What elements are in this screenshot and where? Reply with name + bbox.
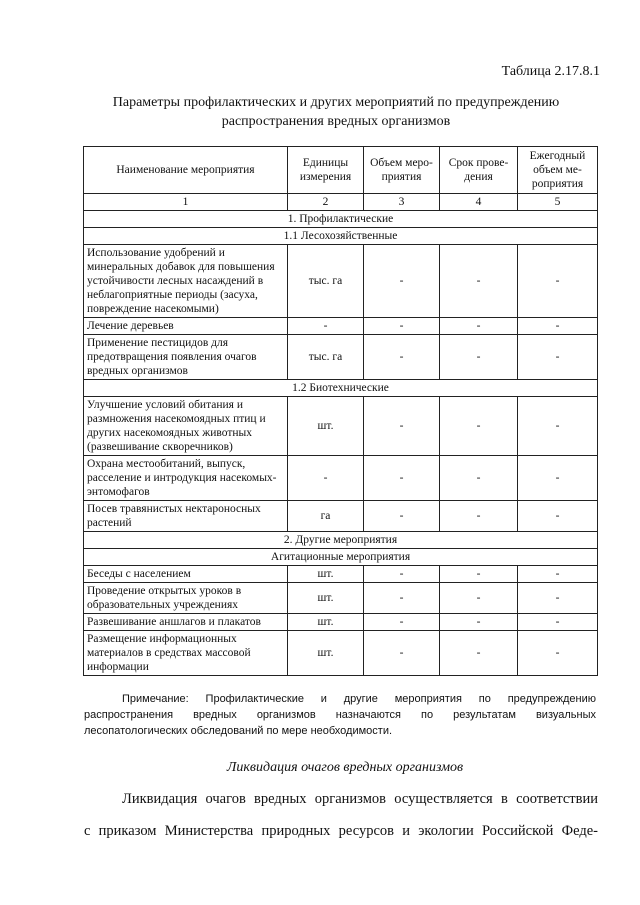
header-volume: Объем меро-приятия	[364, 147, 440, 194]
measure-volume: -	[364, 566, 440, 583]
table-row	[84, 397, 598, 456]
column-number: 2	[288, 194, 364, 211]
header-unit: Единицы измерения	[288, 147, 364, 194]
measure-term: -	[440, 335, 518, 380]
measure-unit: -	[288, 318, 364, 335]
table-row	[84, 456, 598, 501]
body-line-1: Ликвидация очагов вредных организмов осуществляется в соответствии	[122, 791, 598, 807]
measure-volume: -	[364, 631, 440, 676]
table-row	[84, 614, 598, 631]
section-title: 2. Другие мероприятия	[84, 532, 598, 549]
measure-unit: шт.	[288, 566, 364, 583]
measure-name: Охрана местообитаний, выпуск, расселение и интродукция насекомых-энтомофагов	[84, 456, 288, 501]
measure-term: -	[440, 614, 518, 631]
body-paragraph	[84, 783, 598, 847]
measure-annual: -	[518, 501, 598, 532]
measures-table	[83, 146, 598, 676]
measure-volume: -	[364, 614, 440, 631]
header-term: Срок прове-дения	[440, 147, 518, 194]
measure-term: -	[440, 566, 518, 583]
table-title	[84, 93, 588, 131]
measure-name: Беседы с населением	[84, 566, 288, 583]
section-row	[84, 532, 598, 549]
table-row	[84, 318, 598, 335]
measure-unit: тыс. га	[288, 335, 364, 380]
measure-volume: -	[364, 456, 440, 501]
measure-term: -	[440, 631, 518, 676]
measure-term: -	[440, 245, 518, 318]
measure-unit: шт.	[288, 397, 364, 456]
measure-unit: -	[288, 456, 364, 501]
measure-annual: -	[518, 566, 598, 583]
table-row	[84, 245, 598, 318]
measure-term: -	[440, 318, 518, 335]
column-number-row	[84, 194, 598, 211]
table-row	[84, 501, 598, 532]
measure-term: -	[440, 456, 518, 501]
measure-annual: -	[518, 318, 598, 335]
measure-name: Улучшение условий обитания и размножения насекомоядных птиц и других насекомоядных животных (развешивание скворечников)	[84, 397, 288, 456]
measure-volume: -	[364, 318, 440, 335]
measure-name: Применение пестицидов для предотвращения появления очагов вредных организмов	[84, 335, 288, 380]
measure-unit: шт.	[288, 631, 364, 676]
column-number: 1	[84, 194, 288, 211]
measure-volume: -	[364, 397, 440, 456]
measure-unit: шт.	[288, 614, 364, 631]
body-line-2: с приказом Министерства природных ресурсов и экологии Российской Феде-	[84, 823, 598, 839]
measure-name: Развешивание аншлагов и плакатов	[84, 614, 288, 631]
measure-name: Использование удобрений и минеральных добавок для повышения устойчивости лесных насаждений в неблагоприятные периоды (засуха, повреждение насекомыми)	[84, 245, 288, 318]
measure-name: Проведение открытых уроков в образовательных учреждениях	[84, 583, 288, 614]
measure-unit: шт.	[288, 583, 364, 614]
measure-term: -	[440, 397, 518, 456]
measure-annual: -	[518, 631, 598, 676]
table-header-row	[84, 147, 598, 194]
measure-name: Посев травянистых нектароносных растений	[84, 501, 288, 532]
table-row	[84, 566, 598, 583]
column-number: 5	[518, 194, 598, 211]
measure-annual: -	[518, 397, 598, 456]
measure-volume: -	[364, 245, 440, 318]
section-row	[84, 380, 598, 397]
table-row	[84, 583, 598, 614]
table-row	[84, 631, 598, 676]
header-annual: Ежегодный объем ме-роприятия	[518, 147, 598, 194]
table-title-line-1: Параметры профилактических и других мероприятий по предупреждению	[112, 95, 560, 110]
table-number-label: Таблица 2.17.8.1	[501, 64, 600, 79]
table-note: Примечание: Профилактические и другие мероприятия по предупреждению распространения вредных организмов назначаются по результатам визуальных лесопатологических обследований по мере необходимости.	[84, 693, 596, 737]
measure-annual: -	[518, 335, 598, 380]
table-row	[84, 335, 598, 380]
section-subheading: Ликвидация очагов вредных организмов	[226, 760, 464, 775]
column-number: 4	[440, 194, 518, 211]
section-title: 1.1 Лесохозяйственные	[84, 228, 598, 245]
header-name: Наименование мероприятия	[84, 147, 288, 194]
section-title: Агитационные мероприятия	[84, 549, 598, 566]
column-number: 3	[364, 194, 440, 211]
measure-name: Размещение информационных материалов в средствах массовой информации	[84, 631, 288, 676]
measure-unit: га	[288, 501, 364, 532]
measure-name: Лечение деревьев	[84, 318, 288, 335]
measure-annual: -	[518, 245, 598, 318]
measure-unit: тыс. га	[288, 245, 364, 318]
measure-annual: -	[518, 614, 598, 631]
measure-volume: -	[364, 583, 440, 614]
section-title: 1.2 Биотехнические	[84, 380, 598, 397]
measure-volume: -	[364, 335, 440, 380]
section-row	[84, 549, 598, 566]
section-title: 1. Профилактические	[84, 211, 598, 228]
measure-term: -	[440, 501, 518, 532]
measure-annual: -	[518, 583, 598, 614]
section-row	[84, 211, 598, 228]
measure-annual: -	[518, 456, 598, 501]
table-title-line-2: распространения вредных организмов	[221, 114, 451, 129]
measure-term: -	[440, 583, 518, 614]
section-row	[84, 228, 598, 245]
measure-volume: -	[364, 501, 440, 532]
